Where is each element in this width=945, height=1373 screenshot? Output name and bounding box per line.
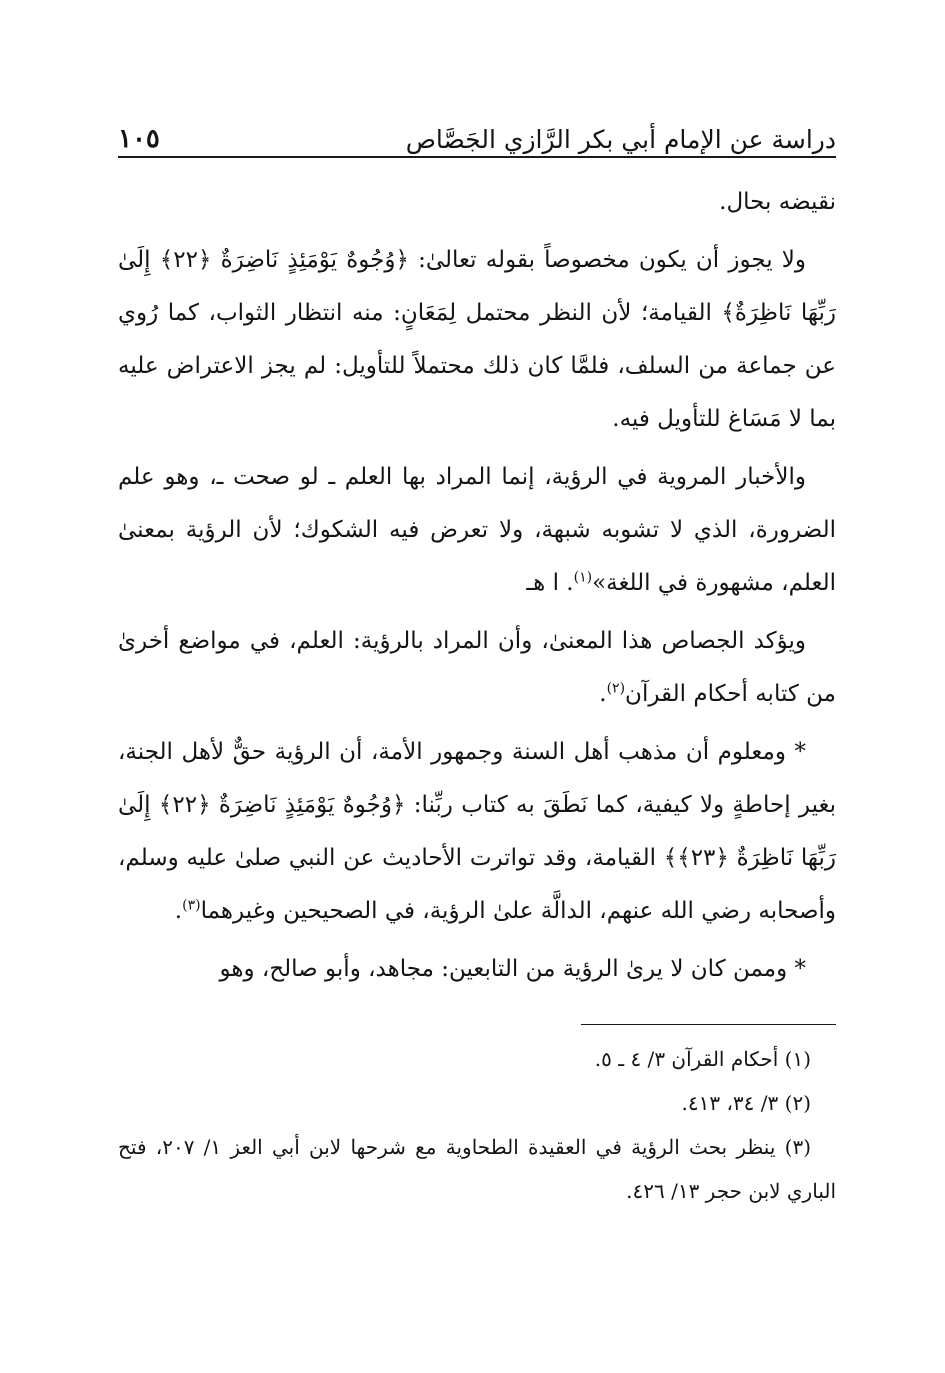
footnote-ref-2[interactable]: (٢) [606,680,626,697]
header-title: دراسة عن الإمام أبي بكر الرَّازي الجَصَّاص [405,125,836,154]
paragraph-1 [118,176,836,229]
paragraph-3 [118,451,836,610]
paragraph-2-text: ولا يجوز أن يكون مخصوصاً بقوله تعالىٰ: ﴿وُجُوهٌ يَوْمَئِذٍ نَاضِرَةٌ ﴿٢٢﴾ إِلَىٰ رَبِّهَا نَاظِرَةٌ﴾ القيامة؛ لأن النظر محتمل لِمَعَانٍ: منه انتظار الثواب، كما رُوي عن جماعة من السلف، فلمَّا كان ذلك محتملاً للتأويل: لم يجز الاعتراض عليه بما لا مَسَاغ للتأويل فيه. [118,247,836,432]
footnote-3: (٣) ينظر بحث الرؤية في العقيدة الطحاوية مع شرحها لابن أبي العز ١/ ٢٠٧، فتح الباري لابن حجر ١٣/ ٤٢٦. [118,1135,836,1203]
paragraph-6 [118,943,836,996]
body-text [118,176,836,996]
paragraph-5-text: * ومعلوم أن مذهب أهل السنة وجمهور الأمة، أن الرؤية حقٌّ لأهل الجنة، بغير إحاطةٍ ولا كيفية، كما نَطَقَ به كتاب ربِّنا: ﴿وُجُوهٌ يَوْمَئِذٍ نَاضِرَةٌ ﴿٢٢﴾ إِلَىٰ رَبِّهَا نَاظِرَةٌ ﴿٢٣﴾﴾ القيامة، وقد تواترت الأحاديث عن النبي صلىٰ عليه وسلم، وأصحابه رضي الله عنهم، الدالَّة علىٰ الرؤية، في الصحيحين وغيرهما [118,739,837,924]
paragraph-1-text: نقيضه بحال. [719,189,836,215]
paragraph-5 [118,726,836,938]
paragraph-4-text: ويؤكد الجصاص هذا المعنىٰ، وأن المراد بالرؤية: العلم، في مواضع أخرىٰ من كتابه أحكام القرآن [118,628,836,707]
paragraph-3-suffix: . ا هـ [526,570,574,596]
page-number: ١٠٥ [118,124,160,154]
paragraph-4 [118,615,836,721]
paragraph-3-text: والأخبار المروية في الرؤية، إنما المراد بها العلم ـ لو صحت ـ، وهو علم الضرورة، الذي لا تشوبه شبهة، ولا تعرض فيه الشكوك؛ لأن الرؤية بمعنىٰ العلم، مشهورة في اللغة» [118,464,836,596]
paragraph-2 [118,234,836,446]
footnote-divider [581,1024,836,1025]
footnote-2: (٢) ٣/ ٣٤، ٤١٣. [681,1091,811,1115]
footnote-1: (١) أحكام القرآن ٣/ ٤ ـ ٥. [594,1047,811,1071]
running-header [118,108,836,158]
paragraph-6-text: * وممن كان لا يرىٰ الرؤية من التابعين: مجاهد، وأبو صالح، وهو [219,956,806,982]
footnote-ref-3[interactable]: (٣) [182,897,201,914]
paragraph-4-suffix: . [599,681,607,707]
footnotes [118,1037,836,1213]
paragraph-5-suffix: . [174,898,183,924]
page [118,108,836,1213]
footnote-ref-1[interactable]: (١) [573,569,593,586]
